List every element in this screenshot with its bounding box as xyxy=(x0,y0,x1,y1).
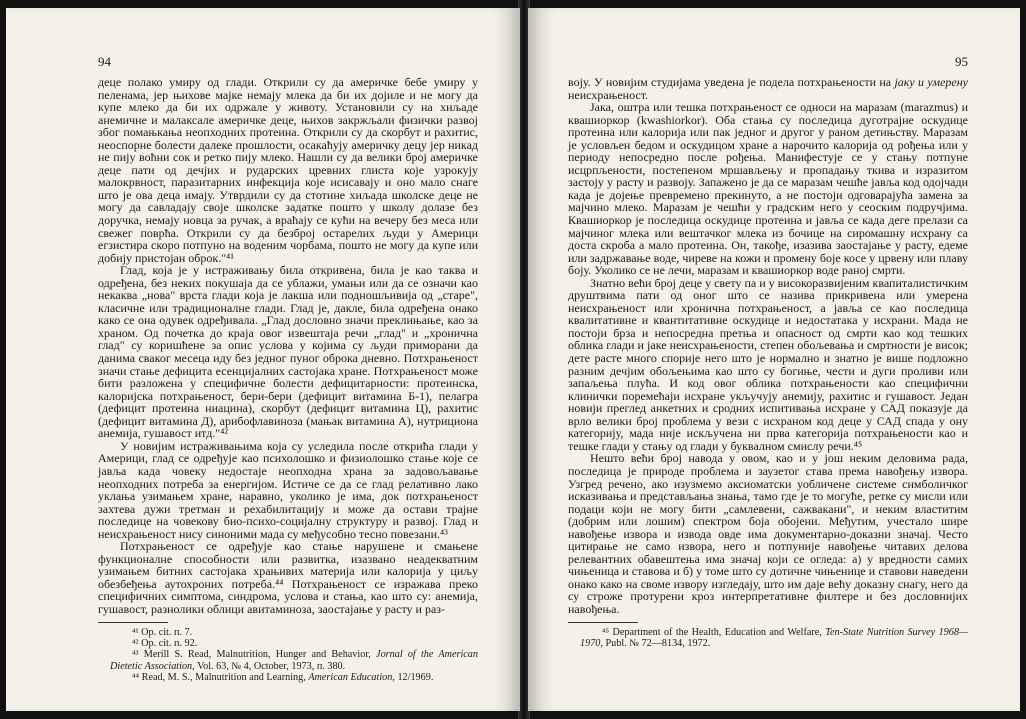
page-number-right: 95 xyxy=(955,54,968,69)
paragraph: Јака, оштра или тешка потхрањеност се односи на маразам (marazmus) и квашиоркор (kwashiorkor). Оба стања су последица дуготрајне оскудице протеина или калорија или пак једног и другог у раном детињству. Маразам је условљен бедом и оскудицом хране а нарочито калорија од рођења или у периоду непосредно после рођења. Манифестује се у стању потпуне исцрпљености, постепеном мршављењу и пропадању ткива и изразитом застоју у расту и развоју. Запажено је да се маразам чешће јавља код одојчади када је дојење превремено прекинуто, а не постоји одговарајућа замена за мајчино млеко. Маразам је чешћи у градским него у сеоским подручјима. Квашиоркор је последица оскудице протеина и јавља се када деге прелази са мајчиног млека или вештачког млека из бочице на сиромашну исхрану са доста скроба а мало протеина. Он, такође, изазива заостајање у расту, едеме или задржавање воде, чиреве на кожи и промену боје косе у црвену или плаву боју. Уколико се не лечи, маразам и квашиоркор воде раној смрти. xyxy=(568,100,968,278)
footnote-43: ⁴³ Merill S. Read, Malnutrition, Hunger and Behavior, Jornal of the American Dietetic Association, Vol. 63, № 4, October, 1973, п. 380. xyxy=(110,649,478,672)
paragraph: воју. У новијим студијама уведена је подела потхрањености на јаку и умерену неисхрањеност. xyxy=(568,75,969,102)
footnote-41: ⁴¹ Op. cit. п. 7. xyxy=(132,626,193,638)
paragraph: Потхрањеност се одређује као стање нарушене и смањене функционалне способности или развитка, изазвано неадекватним узимањем битних састојака храњивих материја или калорија у циљу обезбеђења аутохроних потреба.⁴⁴ Потхрањеност се изражава преко специфичних симптома, синдрома, услова и стања, као што су: анемија, гушавост, разнолики облици авитаминоза, заостајање у расту и раз- xyxy=(98,539,478,616)
page-number-left: 94 xyxy=(98,54,111,69)
footnote-42: ⁴² Op. cit. п. 92. xyxy=(132,637,198,649)
paragraph: Нешто већи број навода у овом, као и у још неким деловима рада, последица је природе проблема и заузетог става према навођењу извора. Узгред речено, ако изузмемо аксиоматски уобличене системе симболичког исказивања и представљања знања, тамо где је то могуће, ретке су мисли или подаци који не могу бити „самлевени, сажвакани", и неким властитим (добрим или лошим) спектром боја обојени. Међутим, учестало шире навођење извора и извода овде има документарно-доказни значај. Често цитирање не само извора, него и потпуније навођење читавих делова релевантних обавештења има значај који се огледа: а) у вредности самих чињеница и ставова и б) у томе што су дотичне чињенице и ставови наведени онако како на своме извору изгледају, што им даје већу доказну снагу, него да су строже протурени кроз интерпретативне филтере и без дословнијих навођења. xyxy=(568,451,968,616)
paragraph: Знатно већи број деце у свету па и у високоразвијеним квапиталистичким друштвима пати од оног што се назива прикривена или умерена неисхрањеност или хронична потхрањеност, а јавља се као последица квалитативне и квантитативне оскудице и недостатака у исхрани. Мада не постоји брза и непосредна претња и опасност од смрти као код тешких облика глади и јаке неисхрањености, степен обољевања и смртности је висок; дете расте много спорије него што је нормално и знатно је више подложно разним дечјим обољењима као што су богиње, чести и дуги проливи или запаљења плућа. И код овог облика потхрањености као специфични клинички поремећаји исхране укључују анемију, рахитис и гушавост. Један новији преглед анкетних и сродних испитивања исхране у САД показује да врло велики број проблема у вези с исхраном код деце у САД спада у ону категорију, мада није искључена ни прва категорија потхрањености као и тешке глади у стању од глади у буквалном смислу речи.⁴⁵ xyxy=(568,275,968,453)
paragraph: Глад, која је у истраживању била откривена, била је као таква и одређена, без неких покушаја да се ублажи, умањи или да се означи као некаква „нова" врста глади која је лакша или подношљивија од „старе", класичне или традиционалне глади. Глад је, дакле, била одређена онако како се она одувек одређивала. „Глад дословно значи преклињање, као за храном. Од почетка до краја овог извештаја речи „глад" и „хронична глад" су коришћене за опис услова у којима су људи приморани да данима сваког месеца иду без једног пуног оброка дневно. Потхрањеност значи стање дефицита есенцијалних састојака хране. Потхрањеност може бити разложена у специфичне болести дефицитарности: протеинска, калоријска потхрањеност, бери-бери (дефицит витамина Б-1), пелагра (дефицит протеина ниацина), скорбут (дефицит витамина Ц), рахитис (дефицит витамина Д), арибофлавиноза (мањак витамина А), нутрициона анемија, гушавост итд."⁴² xyxy=(98,263,478,441)
paragraph: У новијим истраживањима која су уследила после открића глади у Америци, глад се одређује као психолошко и физиолошко стање које се јавља када човеку недостаје неопходна храна за задовољавање неопходних потреба за енергијом. Истиче се да се глад релативно лако уклања узимањем хране, наравно, уколико је има, док потхрањеност захтева дужи третман и рехабилитацију и може да остави трајне последице на човекову био-психо-социјалну структуру и развој. Глад и неисхрањеност нису синоними мада су међусобно тесно повезани.⁴³ xyxy=(98,438,478,541)
footnote-44: ⁴⁴ Read, M. S., Malnutrition and Learning, American Education, 12/1969. xyxy=(132,672,434,684)
footnote-45: ⁴⁵ Department of the Health, Education and Welfare, Ten-State Nutrition Survey 1968—1970, Publ. № 72—8134, 1972. xyxy=(580,626,968,649)
right-page-text xyxy=(568,76,968,649)
right-page xyxy=(528,8,1020,711)
left-page-text xyxy=(98,76,478,684)
left-page xyxy=(6,8,520,711)
footnote-rule xyxy=(568,622,638,623)
paragraph: деце полако умиру од глади. Открили су да америчке бебе умиру у пеленама, јер њихове мајке немају млека да би их дојиле и не могу да купе млеко да би их одржале у животу. Установили су на хиљаде анемичне и малаксале америчке деце, њихов закржљали физички развој због помањкања неопходних протеина. Открили су да скорбут и рахитис, неоспорне болести далеке прошлости, осакаћују америчку децу јер никад не пију воћни сок и ретко пију млеко. Нашли су да велики број америчке деце пати од дечјих и рударских цревних глиста које узрокују малокрвност, паразитарних инфекција које исисавају и оно мало снаге што је ова деца имају. Утврдили су да стотине хиљада школске деце не могу да савладају своје школске задатке пошто у школу долазе без доручка, немају новца за ручак, а враћају се кући на вечеру без меса или свежег поврћа. Открили су да безброј остарелих људи у Америци егзистира скоро потпуно на воденим чорбама, пошто не могу да купе или добију пристојан оброк."⁴¹ xyxy=(98,75,478,265)
footnote-rule xyxy=(98,622,168,623)
